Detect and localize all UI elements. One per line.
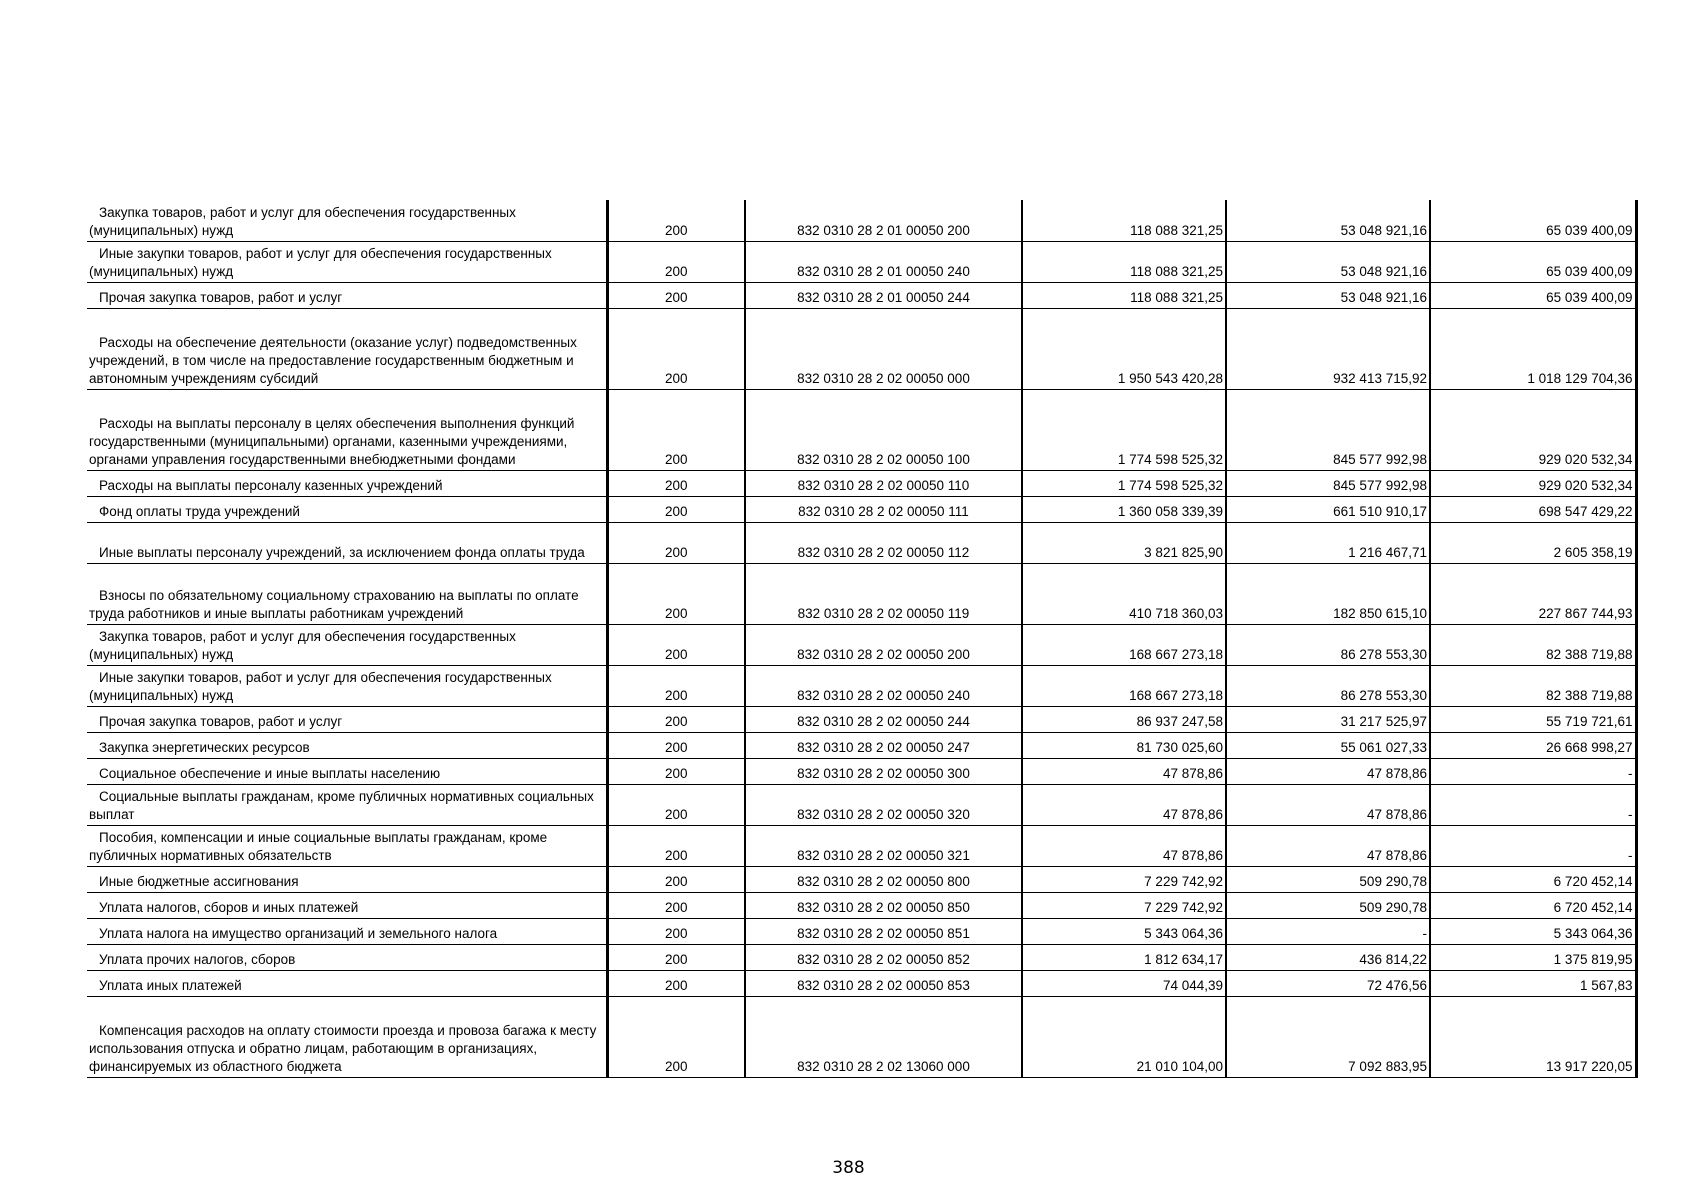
- table-row: [87, 241, 1636, 282]
- row-unexecuted-amount: -: [1430, 825, 1636, 866]
- row-executed-amount: 182 850 615,10: [1226, 563, 1430, 624]
- row-approved-amount: 168 667 273,18: [1022, 624, 1226, 665]
- row-name: Закупка энергетических ресурсов: [87, 732, 607, 758]
- row-code: 200: [607, 308, 745, 389]
- row-approved-amount: 3 821 825,90: [1022, 522, 1226, 563]
- row-name: Прочая закупка товаров, работ и услуг: [87, 282, 607, 308]
- row-classification-code: 832 0310 28 2 02 00050 244: [745, 706, 1022, 732]
- row-name: Иные бюджетные ассигнования: [87, 866, 607, 892]
- row-approved-amount: 74 044,39: [1022, 970, 1226, 996]
- table-row: [87, 758, 1636, 784]
- row-approved-amount: 21 010 104,00: [1022, 996, 1226, 1077]
- row-classification-code: 832 0310 28 2 02 00050 240: [745, 665, 1022, 706]
- row-code: 200: [607, 892, 745, 918]
- row-classification-code: 832 0310 28 2 02 00050 112: [745, 522, 1022, 563]
- row-code: 200: [607, 784, 745, 825]
- row-code: 200: [607, 241, 745, 282]
- row-name: Закупка товаров, работ и услуг для обеспечения государственных (муниципальных) нужд: [87, 624, 607, 665]
- row-code: 200: [607, 389, 745, 470]
- table-row: [87, 496, 1636, 522]
- row-code: 200: [607, 282, 745, 308]
- row-executed-amount: 86 278 553,30: [1226, 624, 1430, 665]
- row-unexecuted-amount: 1 018 129 704,36: [1430, 308, 1636, 389]
- row-approved-amount: 168 667 273,18: [1022, 665, 1226, 706]
- row-classification-code: 832 0310 28 2 02 00050 852: [745, 944, 1022, 970]
- row-approved-amount: 47 878,86: [1022, 825, 1226, 866]
- table-row: [87, 825, 1636, 866]
- row-name: Уплата иных платежей: [87, 970, 607, 996]
- row-name: Расходы на обеспечение деятельности (оказание услуг) подведомственных учреждений, в том числе на предоставление государственным бюджетным и автономным учреждениям субсидий: [87, 308, 607, 389]
- row-approved-amount: 81 730 025,60: [1022, 732, 1226, 758]
- row-executed-amount: 7 092 883,95: [1226, 996, 1430, 1077]
- row-unexecuted-amount: 698 547 429,22: [1430, 496, 1636, 522]
- row-approved-amount: 7 229 742,92: [1022, 866, 1226, 892]
- table-row: [87, 706, 1636, 732]
- budget-execution-table: [87, 200, 1638, 1078]
- row-code: 200: [607, 496, 745, 522]
- row-approved-amount: 86 937 247,58: [1022, 706, 1226, 732]
- row-executed-amount: 661 510 910,17: [1226, 496, 1430, 522]
- row-approved-amount: 118 088 321,25: [1022, 241, 1226, 282]
- table-row: [87, 866, 1636, 892]
- row-classification-code: 832 0310 28 2 02 00050 100: [745, 389, 1022, 470]
- row-executed-amount: 53 048 921,16: [1226, 200, 1430, 241]
- row-name: Уплата прочих налогов, сборов: [87, 944, 607, 970]
- row-code: 200: [607, 732, 745, 758]
- row-name: Компенсация расходов на оплату стоимости проезда и провоза багажа к месту использования отпуска и обратно лицам, работающим в организациях, финансируемых из областного бюджета: [87, 996, 607, 1077]
- row-unexecuted-amount: 82 388 719,88: [1430, 624, 1636, 665]
- table-row: [87, 665, 1636, 706]
- row-classification-code: 832 0310 28 2 01 00050 244: [745, 282, 1022, 308]
- row-executed-amount: 47 878,86: [1226, 758, 1430, 784]
- row-classification-code: 832 0310 28 2 02 00050 110: [745, 470, 1022, 496]
- row-unexecuted-amount: 65 039 400,09: [1430, 241, 1636, 282]
- row-name: Иные закупки товаров, работ и услуг для обеспечения государственных (муниципальных) нужд: [87, 665, 607, 706]
- row-code: 200: [607, 563, 745, 624]
- row-executed-amount: 47 878,86: [1226, 825, 1430, 866]
- row-unexecuted-amount: 929 020 532,34: [1430, 389, 1636, 470]
- row-approved-amount: 410 718 360,03: [1022, 563, 1226, 624]
- page-number: 388: [832, 1158, 865, 1178]
- row-executed-amount: 86 278 553,30: [1226, 665, 1430, 706]
- row-approved-amount: 1 360 058 339,39: [1022, 496, 1226, 522]
- table-row: [87, 944, 1636, 970]
- row-classification-code: 832 0310 28 2 02 00050 851: [745, 918, 1022, 944]
- row-name: Уплата налогов, сборов и иных платежей: [87, 892, 607, 918]
- table-row: [87, 784, 1636, 825]
- row-executed-amount: 53 048 921,16: [1226, 282, 1430, 308]
- row-classification-code: 832 0310 28 2 02 00050 200: [745, 624, 1022, 665]
- row-unexecuted-amount: -: [1430, 784, 1636, 825]
- row-name: Прочая закупка товаров, работ и услуг: [87, 706, 607, 732]
- row-approved-amount: 47 878,86: [1022, 784, 1226, 825]
- row-name: Пособия, компенсации и иные социальные выплаты гражданам, кроме публичных нормативных обязательств: [87, 825, 607, 866]
- table-row: [87, 308, 1636, 389]
- row-unexecuted-amount: 26 668 998,27: [1430, 732, 1636, 758]
- table-row: [87, 996, 1636, 1077]
- row-executed-amount: -: [1226, 918, 1430, 944]
- row-approved-amount: 1 950 543 420,28: [1022, 308, 1226, 389]
- row-code: 200: [607, 970, 745, 996]
- table-row: [87, 892, 1636, 918]
- row-code: 200: [607, 918, 745, 944]
- row-name: Уплата налога на имущество организаций и земельного налога: [87, 918, 607, 944]
- row-name: Иные выплаты персоналу учреждений, за исключением фонда оплаты труда: [87, 522, 607, 563]
- row-code: 200: [607, 758, 745, 784]
- row-code: 200: [607, 200, 745, 241]
- row-code: 200: [607, 665, 745, 706]
- table-row: [87, 732, 1636, 758]
- row-name: Социальное обеспечение и иные выплаты населению: [87, 758, 607, 784]
- row-approved-amount: 47 878,86: [1022, 758, 1226, 784]
- row-executed-amount: 72 476,56: [1226, 970, 1430, 996]
- row-executed-amount: 47 878,86: [1226, 784, 1430, 825]
- row-unexecuted-amount: 1 567,83: [1430, 970, 1636, 996]
- table-row: [87, 624, 1636, 665]
- row-unexecuted-amount: 65 039 400,09: [1430, 200, 1636, 241]
- row-executed-amount: 53 048 921,16: [1226, 241, 1430, 282]
- row-name: Социальные выплаты гражданам, кроме публичных нормативных социальных выплат: [87, 784, 607, 825]
- row-code: 200: [607, 470, 745, 496]
- row-executed-amount: 845 577 992,98: [1226, 389, 1430, 470]
- row-classification-code: 832 0310 28 2 01 00050 240: [745, 241, 1022, 282]
- row-approved-amount: 5 343 064,36: [1022, 918, 1226, 944]
- row-approved-amount: 1 774 598 525,32: [1022, 389, 1226, 470]
- row-classification-code: 832 0310 28 2 02 00050 850: [745, 892, 1022, 918]
- row-classification-code: 832 0310 28 2 02 00050 247: [745, 732, 1022, 758]
- row-code: 200: [607, 706, 745, 732]
- row-approved-amount: 118 088 321,25: [1022, 200, 1226, 241]
- row-classification-code: 832 0310 28 2 01 00050 200: [745, 200, 1022, 241]
- table-row: [87, 389, 1636, 470]
- row-executed-amount: 31 217 525,97: [1226, 706, 1430, 732]
- row-unexecuted-amount: 6 720 452,14: [1430, 866, 1636, 892]
- row-classification-code: 832 0310 28 2 02 00050 300: [745, 758, 1022, 784]
- row-code: 200: [607, 825, 745, 866]
- table-row: [87, 522, 1636, 563]
- table-row: [87, 563, 1636, 624]
- row-code: 200: [607, 866, 745, 892]
- row-unexecuted-amount: 6 720 452,14: [1430, 892, 1636, 918]
- row-name: Иные закупки товаров, работ и услуг для обеспечения государственных (муниципальных) нужд: [87, 241, 607, 282]
- row-unexecuted-amount: 929 020 532,34: [1430, 470, 1636, 496]
- row-approved-amount: 1 812 634,17: [1022, 944, 1226, 970]
- row-approved-amount: 7 229 742,92: [1022, 892, 1226, 918]
- row-unexecuted-amount: 5 343 064,36: [1430, 918, 1636, 944]
- row-classification-code: 832 0310 28 2 02 00050 000: [745, 308, 1022, 389]
- row-code: 200: [607, 522, 745, 563]
- row-classification-code: 832 0310 28 2 02 00050 853: [745, 970, 1022, 996]
- row-executed-amount: 55 061 027,33: [1226, 732, 1430, 758]
- row-code: 200: [607, 944, 745, 970]
- row-executed-amount: 932 413 715,92: [1226, 308, 1430, 389]
- row-classification-code: 832 0310 28 2 02 00050 111: [745, 496, 1022, 522]
- row-classification-code: 832 0310 28 2 02 13060 000: [745, 996, 1022, 1077]
- row-unexecuted-amount: 1 375 819,95: [1430, 944, 1636, 970]
- row-unexecuted-amount: -: [1430, 758, 1636, 784]
- row-classification-code: 832 0310 28 2 02 00050 800: [745, 866, 1022, 892]
- row-approved-amount: 118 088 321,25: [1022, 282, 1226, 308]
- table-row: [87, 918, 1636, 944]
- table-row: [87, 470, 1636, 496]
- row-executed-amount: 436 814,22: [1226, 944, 1430, 970]
- row-unexecuted-amount: 227 867 744,93: [1430, 563, 1636, 624]
- row-unexecuted-amount: 55 719 721,61: [1430, 706, 1636, 732]
- row-unexecuted-amount: 13 917 220,05: [1430, 996, 1636, 1077]
- row-code: 200: [607, 996, 745, 1077]
- row-classification-code: 832 0310 28 2 02 00050 320: [745, 784, 1022, 825]
- row-name: Расходы на выплаты персоналу в целях обеспечения выполнения функций государственными (муниципальными) органами, казенными учреждениями, органами управления государственными внебюджетными фондами: [87, 389, 607, 470]
- row-unexecuted-amount: 65 039 400,09: [1430, 282, 1636, 308]
- row-name: Фонд оплаты труда учреждений: [87, 496, 607, 522]
- row-executed-amount: 509 290,78: [1226, 892, 1430, 918]
- row-classification-code: 832 0310 28 2 02 00050 119: [745, 563, 1022, 624]
- table-row: [87, 970, 1636, 996]
- table-row: [87, 282, 1636, 308]
- row-classification-code: 832 0310 28 2 02 00050 321: [745, 825, 1022, 866]
- row-name: Расходы на выплаты персоналу казенных учреждений: [87, 470, 607, 496]
- table-body: [87, 200, 1636, 1077]
- row-executed-amount: 1 216 467,71: [1226, 522, 1430, 563]
- row-executed-amount: 845 577 992,98: [1226, 470, 1430, 496]
- row-unexecuted-amount: 2 605 358,19: [1430, 522, 1636, 563]
- row-code: 200: [607, 624, 745, 665]
- row-approved-amount: 1 774 598 525,32: [1022, 470, 1226, 496]
- row-unexecuted-amount: 82 388 719,88: [1430, 665, 1636, 706]
- row-executed-amount: 509 290,78: [1226, 866, 1430, 892]
- table-row: [87, 200, 1636, 241]
- row-name: Взносы по обязательному социальному страхованию на выплаты по оплате труда работников и иные выплаты работникам учреждений: [87, 563, 607, 624]
- row-name: Закупка товаров, работ и услуг для обеспечения государственных (муниципальных) нужд: [87, 200, 607, 241]
